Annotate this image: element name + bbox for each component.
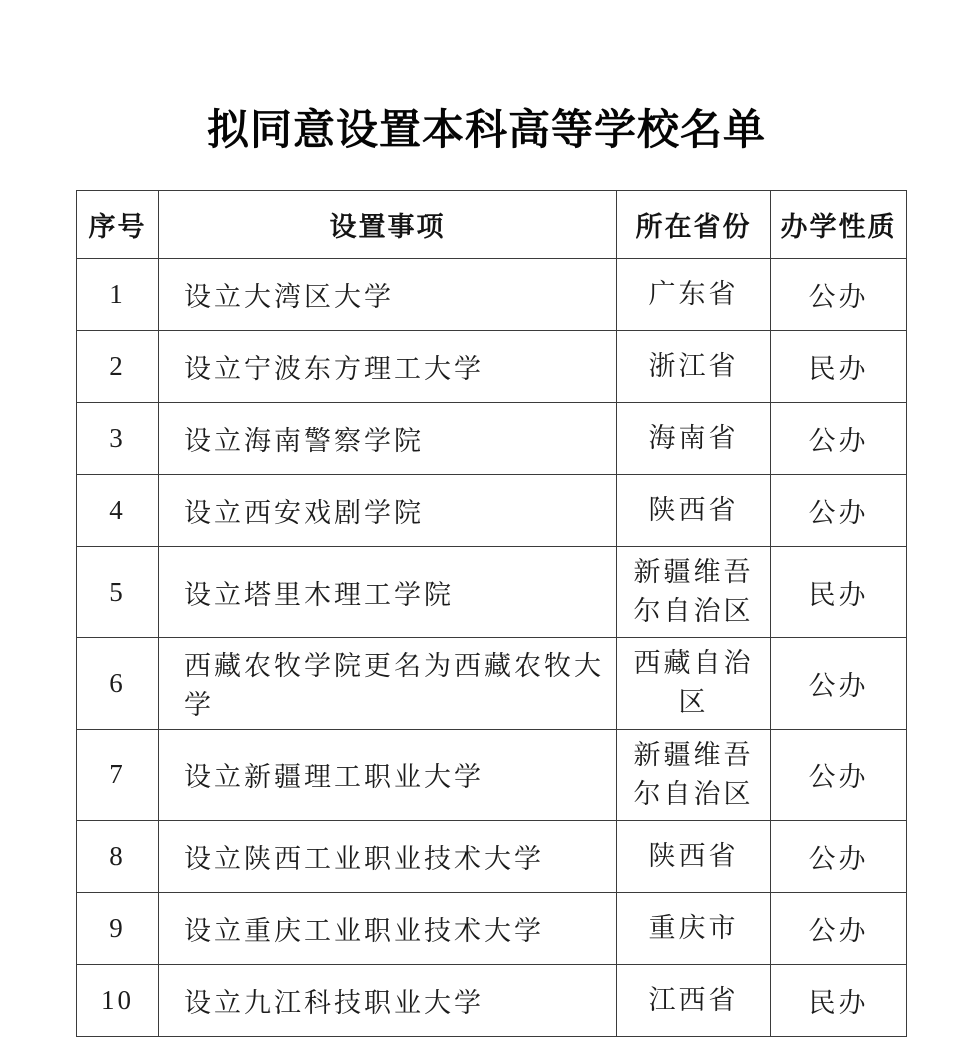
cell-no: 2 bbox=[77, 331, 159, 403]
cell-province: 陕西省 bbox=[617, 475, 771, 547]
table-row bbox=[77, 259, 907, 331]
cell-nature: 公办 bbox=[771, 729, 907, 820]
cell-nature: 民办 bbox=[771, 331, 907, 403]
table-row bbox=[77, 892, 907, 964]
cell-nature: 公办 bbox=[771, 820, 907, 892]
cell-item: 设立西安戏剧学院 bbox=[159, 475, 617, 547]
cell-no: 4 bbox=[77, 475, 159, 547]
table-row bbox=[77, 964, 907, 1036]
cell-no: 7 bbox=[77, 729, 159, 820]
table-row bbox=[77, 475, 907, 547]
cell-no: 10 bbox=[77, 964, 159, 1036]
cell-province: 西藏自治区 bbox=[617, 638, 771, 729]
cell-no: 5 bbox=[77, 547, 159, 638]
cell-no: 6 bbox=[77, 638, 159, 729]
column-header-province: 所在省份 bbox=[617, 191, 771, 259]
cell-nature: 民办 bbox=[771, 547, 907, 638]
cell-item: 设立重庆工业职业技术大学 bbox=[159, 892, 617, 964]
table-header-row bbox=[77, 191, 907, 259]
cell-province: 海南省 bbox=[617, 403, 771, 475]
cell-nature: 公办 bbox=[771, 892, 907, 964]
cell-province: 浙江省 bbox=[617, 331, 771, 403]
cell-item: 设立大湾区大学 bbox=[159, 259, 617, 331]
cell-nature: 公办 bbox=[771, 403, 907, 475]
cell-item: 西藏农牧学院更名为西藏农牧大学 bbox=[159, 638, 617, 729]
cell-province: 广东省 bbox=[617, 259, 771, 331]
cell-nature: 公办 bbox=[771, 638, 907, 729]
cell-item: 设立塔里木理工学院 bbox=[159, 547, 617, 638]
table-row bbox=[77, 331, 907, 403]
cell-no: 9 bbox=[77, 892, 159, 964]
cell-nature: 民办 bbox=[771, 964, 907, 1036]
cell-item: 设立宁波东方理工大学 bbox=[159, 331, 617, 403]
page-title: 拟同意设置本科高等学校名单 bbox=[206, 108, 766, 154]
table-row bbox=[77, 547, 907, 638]
table-row bbox=[77, 403, 907, 475]
cell-province: 江西省 bbox=[617, 964, 771, 1036]
cell-no: 1 bbox=[77, 259, 159, 331]
cell-item: 设立海南警察学院 bbox=[159, 403, 617, 475]
cell-province: 重庆市 bbox=[617, 892, 771, 964]
cell-nature: 公办 bbox=[771, 475, 907, 547]
cell-item: 设立九江科技职业大学 bbox=[159, 964, 617, 1036]
cell-no: 3 bbox=[77, 403, 159, 475]
table-row bbox=[77, 729, 907, 820]
table-row bbox=[77, 820, 907, 892]
column-header-item: 设置事项 bbox=[159, 191, 617, 259]
column-header-nature: 办学性质 bbox=[771, 191, 907, 259]
cell-no: 8 bbox=[77, 820, 159, 892]
cell-province: 新疆维吾尔自治区 bbox=[617, 729, 771, 820]
cell-nature: 公办 bbox=[771, 259, 907, 331]
cell-item: 设立陕西工业职业技术大学 bbox=[159, 820, 617, 892]
cell-item: 设立新疆理工职业大学 bbox=[159, 729, 617, 820]
cell-province: 新疆维吾尔自治区 bbox=[617, 547, 771, 638]
table-row bbox=[77, 638, 907, 729]
cell-province: 陕西省 bbox=[617, 820, 771, 892]
column-header-no: 序号 bbox=[77, 191, 159, 259]
university-list-table bbox=[76, 190, 907, 1037]
